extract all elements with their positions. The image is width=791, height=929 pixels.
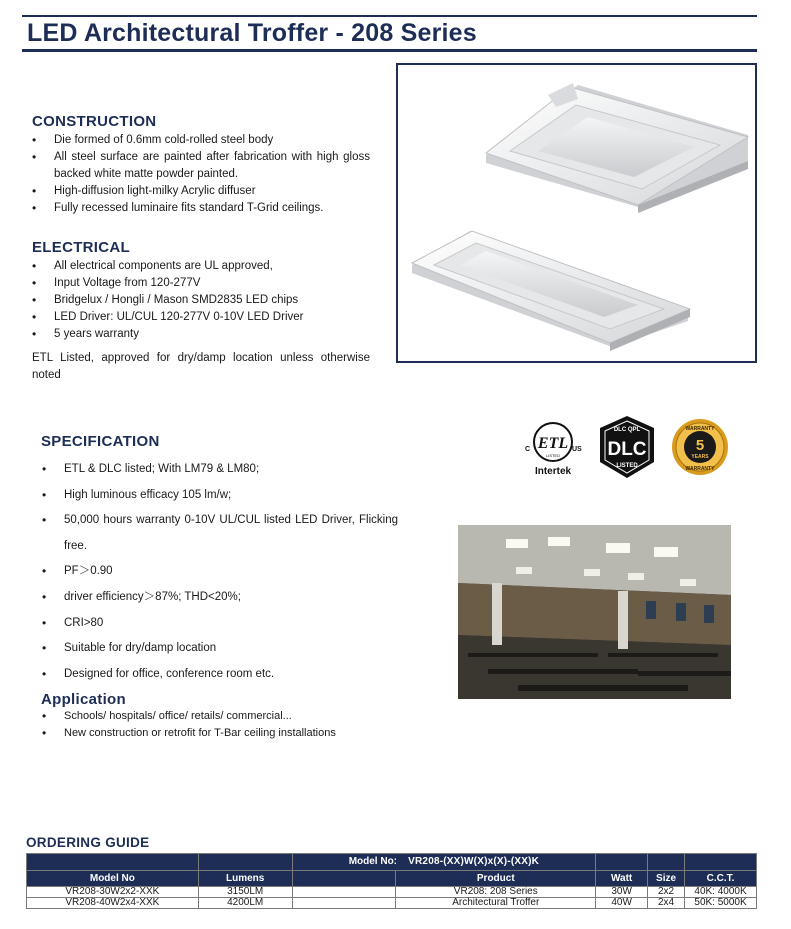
etl-us: US bbox=[572, 446, 582, 453]
lumens-cell: 4200LM bbox=[198, 898, 292, 909]
warranty-bottom-text: WARRANTY bbox=[685, 466, 715, 472]
table-row bbox=[27, 887, 757, 898]
column-header: Model No bbox=[27, 871, 199, 887]
product-cell: Architectural Troffer bbox=[396, 898, 596, 909]
troffer-2x2 bbox=[486, 83, 748, 213]
model-cell: VR208-30W2x2-XXK bbox=[27, 887, 199, 898]
list-item: • High luminous efficacy 105 lm/w; bbox=[40, 483, 398, 509]
etl-c: C bbox=[525, 446, 531, 453]
column-header: Lumens bbox=[198, 871, 292, 887]
product-cell: VR208: 208 Series bbox=[396, 887, 596, 898]
size-cell: 2x4 bbox=[648, 898, 685, 909]
list-item: • 50,000 hours warranty 0-10V UL/CUL listed LED Driver, Flicking free. bbox=[40, 508, 398, 559]
troffer-illustration bbox=[398, 65, 755, 361]
table-header-row bbox=[27, 871, 757, 887]
cct-cell: 50K: 5000K bbox=[685, 898, 757, 909]
list-item: • driver efficiency＞87%; THD<20%; bbox=[40, 585, 398, 611]
etl-listed-text: LISTED bbox=[545, 453, 561, 458]
list-item: • PF＞0.90 bbox=[40, 559, 398, 585]
electrical-list bbox=[30, 258, 370, 343]
warranty-years-text: YEARS bbox=[691, 454, 709, 460]
model-cell: VR208-40W2x4-XXK bbox=[27, 898, 199, 909]
dlc-listed-logo bbox=[594, 414, 660, 482]
list-item: • ETL & DLC listed; With LM79 & LM80; bbox=[40, 457, 398, 483]
watt-cell: 40W bbox=[596, 898, 648, 909]
warranty-top-text: WARRANTY bbox=[685, 426, 715, 432]
warranty-number: 5 bbox=[695, 437, 705, 454]
list-item: • All electrical components are UL approved, bbox=[30, 258, 370, 275]
list-item: • Designed for office, conference room etc. bbox=[40, 662, 398, 688]
list-item: • New construction or retrofit for T-Bar ceiling installations bbox=[40, 725, 380, 742]
list-item: • All steel surface are painted after fabrication with high gloss backed white matte powder painted. bbox=[30, 149, 370, 183]
list-item: • High-diffusion light-milky Acrylic diffuser bbox=[30, 183, 370, 200]
intertek-text: Intertek bbox=[534, 466, 572, 477]
table-row bbox=[27, 898, 757, 909]
etl-note: ETL Listed, approved for dry/damp location unless otherwise noted bbox=[32, 352, 370, 381]
construction-list bbox=[30, 132, 370, 217]
application-list bbox=[40, 708, 380, 741]
specification-list bbox=[40, 457, 398, 687]
model-no-code: VR208-(XX)W(X)x(X)-(XX)K bbox=[408, 856, 540, 867]
cct-cell: 40K: 4000K bbox=[685, 887, 757, 898]
lumens-cell: 3150LM bbox=[198, 887, 292, 898]
list-item: • Fully recessed luminaire fits standard T-Grid ceilings. bbox=[30, 200, 370, 217]
title-rule bbox=[22, 49, 757, 52]
watt-cell: 30W bbox=[596, 887, 648, 898]
list-item: • Input Voltage from 120-277V bbox=[30, 275, 370, 292]
ordering-guide-heading: ORDERING GUIDE bbox=[26, 835, 150, 850]
construction-heading: CONSTRUCTION bbox=[32, 113, 157, 130]
column-header: C.C.T. bbox=[685, 871, 757, 887]
specification-heading: SPECIFICATION bbox=[41, 433, 160, 450]
top-rule bbox=[22, 15, 757, 17]
dlc-top-text: DLC QPL bbox=[613, 427, 641, 433]
installation-photo bbox=[458, 525, 731, 699]
list-item: • Schools/ hospitals/ office/ retails/ commercial... bbox=[40, 708, 380, 725]
dlc-bottom-text: LISTED bbox=[616, 463, 638, 469]
size-cell: 2x2 bbox=[648, 887, 685, 898]
etl-listed-logo bbox=[524, 418, 586, 478]
warranty-badge bbox=[671, 418, 729, 476]
list-item: • LED Driver: UL/CUL 120-277V 0-10V LED Driver bbox=[30, 309, 370, 326]
electrical-heading: ELECTRICAL bbox=[32, 239, 130, 256]
column-header: Product bbox=[396, 871, 596, 887]
application-heading: Application bbox=[41, 691, 126, 708]
dlc-main-text: DLC bbox=[607, 439, 647, 460]
list-item: • 5 years warranty bbox=[30, 326, 370, 343]
list-item: • CRI>80 bbox=[40, 611, 398, 637]
model-number-row bbox=[27, 854, 757, 871]
column-header: Watt bbox=[596, 871, 648, 887]
list-item: • Die formed of 0.6mm cold-rolled steel body bbox=[30, 132, 370, 149]
troffer-2x4 bbox=[412, 231, 690, 351]
etl-mark: ETL bbox=[537, 435, 569, 452]
ordering-table bbox=[26, 853, 757, 909]
column-header: Size bbox=[648, 871, 685, 887]
list-item: • Bridgelux / Hongli / Mason SMD2835 LED chips bbox=[30, 292, 370, 309]
page-title: LED Architectural Troffer - 208 Series bbox=[27, 19, 477, 47]
product-image bbox=[396, 63, 757, 363]
list-item: • Suitable for dry/damp location bbox=[40, 636, 398, 662]
model-no-label: Model No: bbox=[348, 856, 398, 867]
